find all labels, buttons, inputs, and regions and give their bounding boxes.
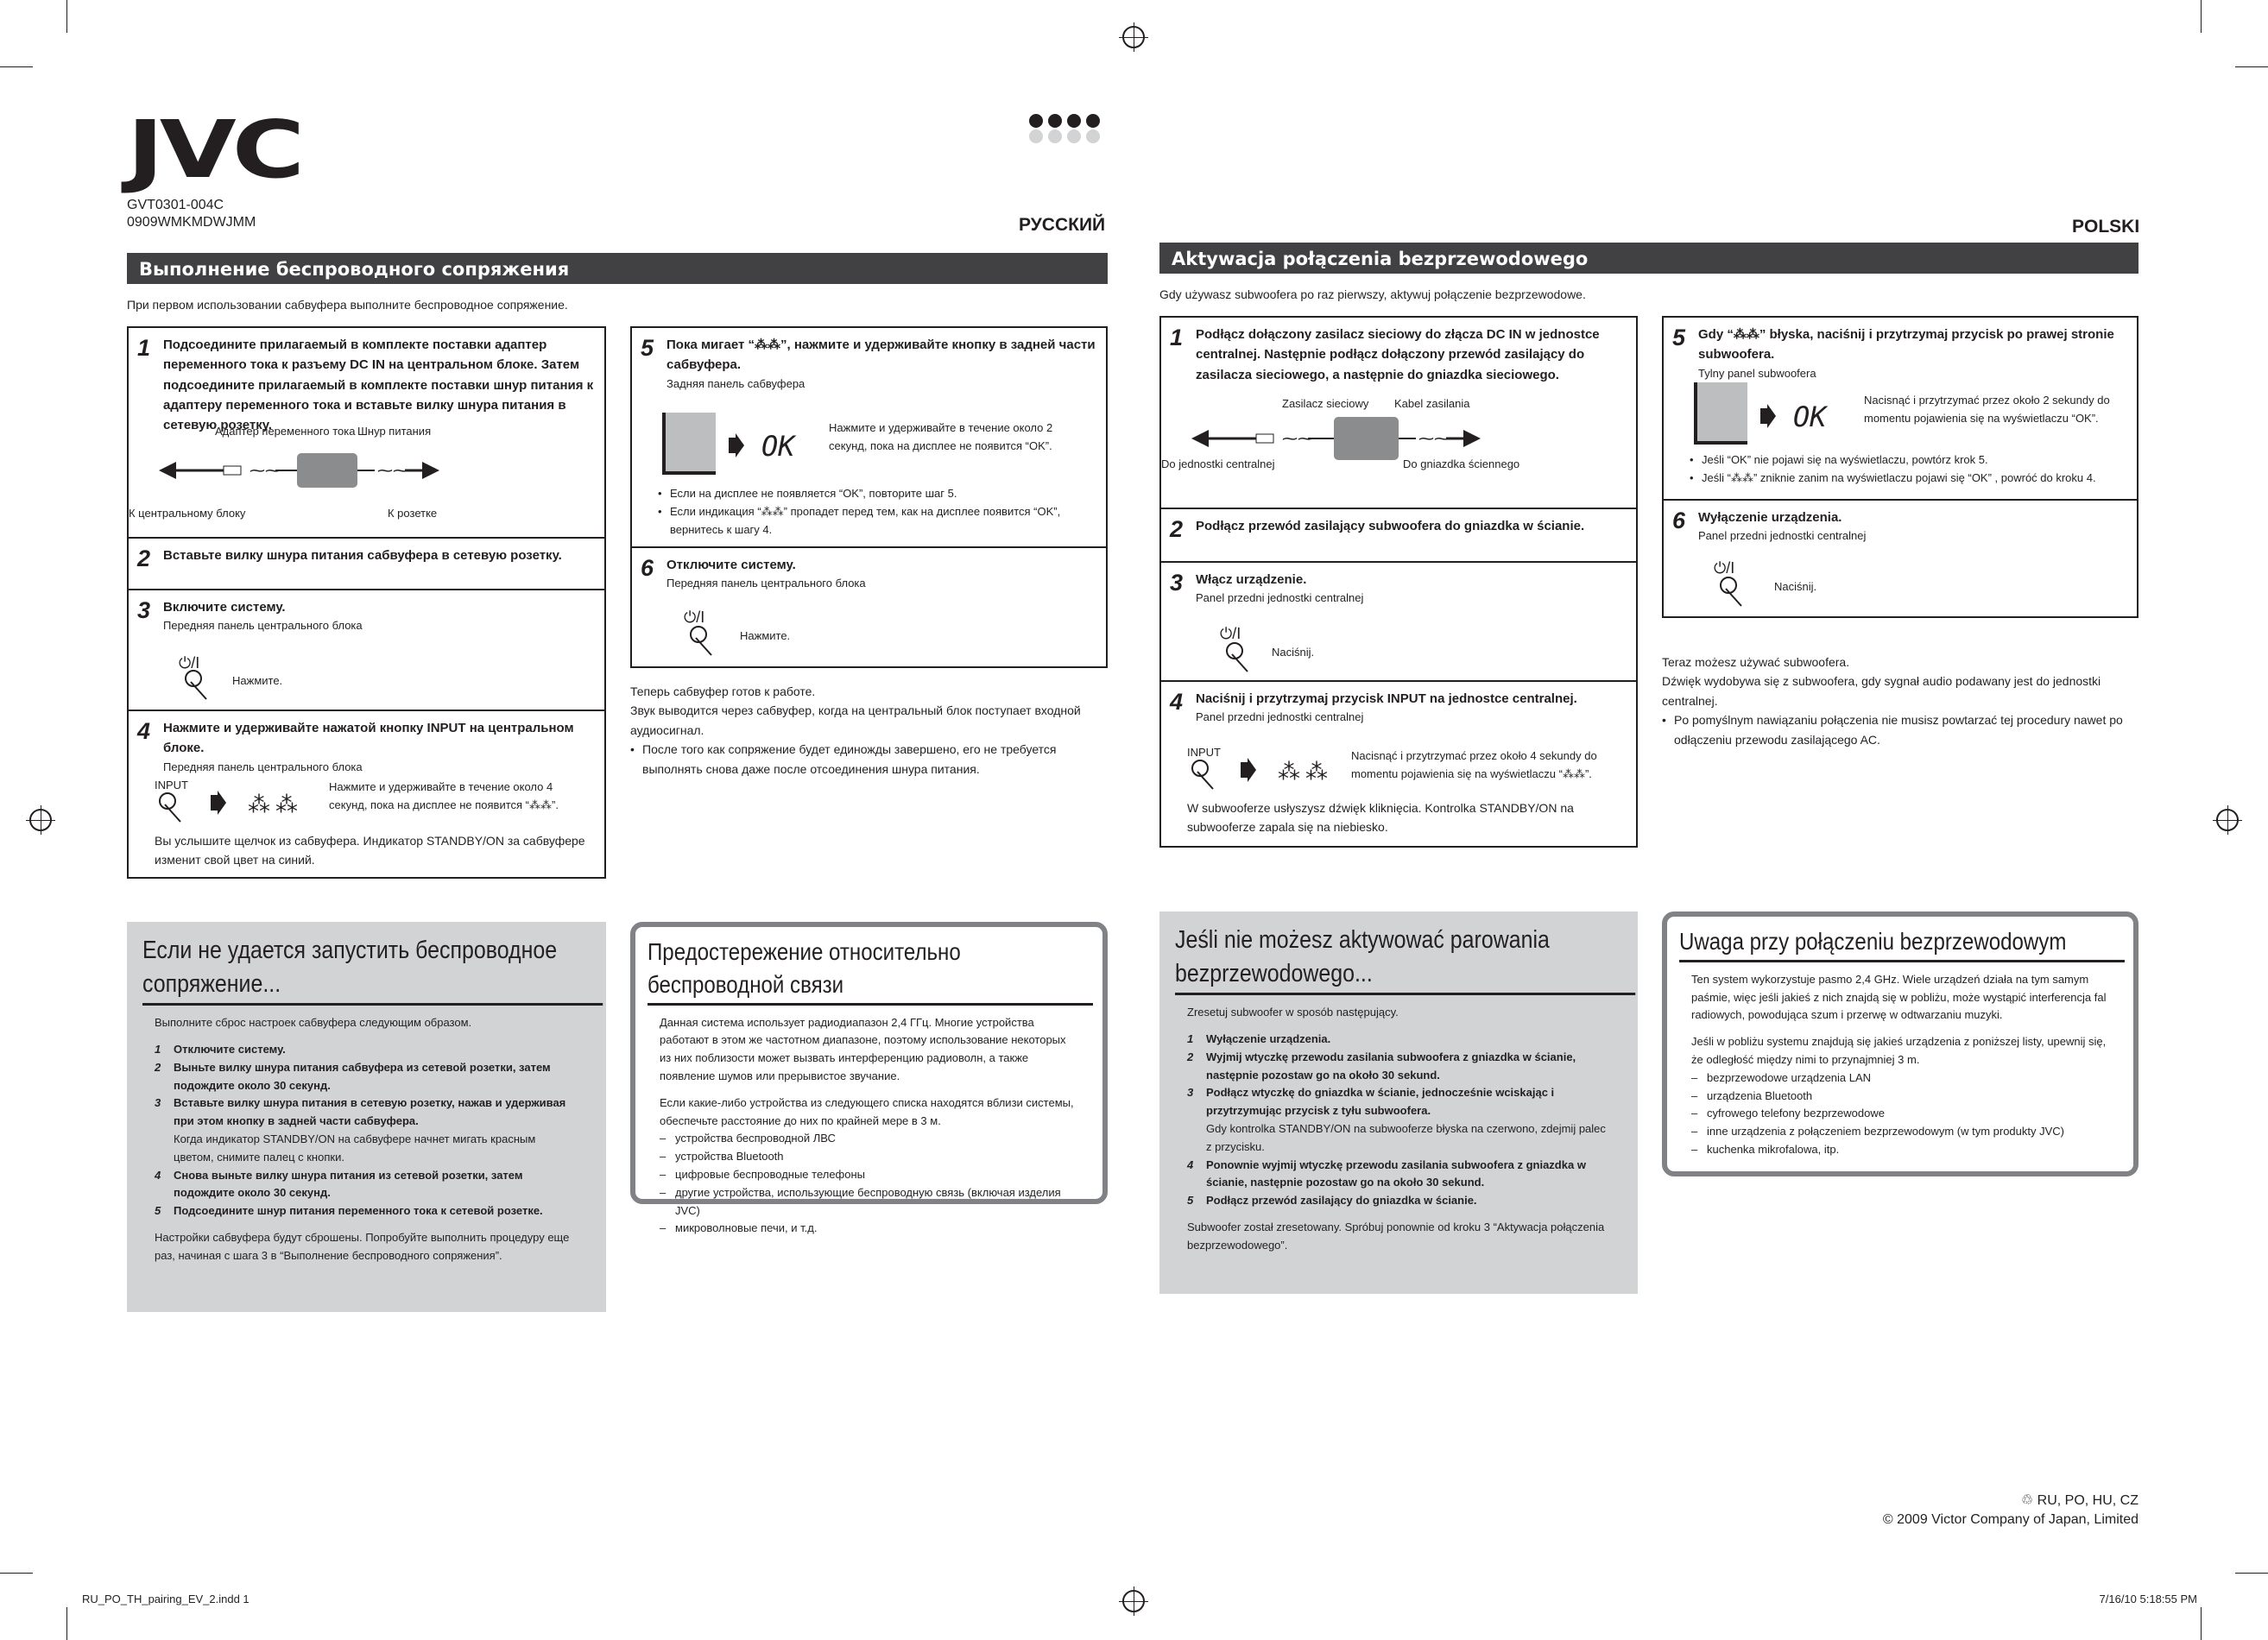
arrow-right-icon — [729, 433, 746, 459]
reset-step: Wyjmij wtyczkę przewodu zasilania subwoofera z gniazdka w ścianie, następnie pozostaw go na około 30 sekund. — [1206, 1050, 1576, 1082]
section-title-ru: Выполнение беспроводного сопряжения — [127, 253, 1108, 284]
device-item: – inne urządzenia z połączeniem bezprzewodowym (w tym produkty JVC) — [1691, 1123, 2109, 1141]
label-cord: Kabel zasilania — [1394, 397, 1470, 410]
hold-note: Nacisnąć i przytrzymać przez około 2 sekundy do momentu pojawienia się na wyświetlaczu “OK”. — [1864, 394, 2110, 425]
note-item: • Если индикация “⁂⁂” пропадет перед тем, как на дисплее появится “OK”, вернитесь к шагу 4. — [658, 503, 1090, 539]
troubleshoot-intro: Выполните сброс настроек сабвуфера следующим образом. — [155, 1016, 472, 1030]
step-4 — [129, 711, 604, 880]
step-number: 4 — [1170, 689, 1184, 715]
intro-pl: Gdy używasz subwoofera po raz pierwszy, aktywuj połączenie bezprzewodowe. — [1159, 287, 1586, 301]
crop-mark — [2235, 66, 2268, 67]
warning-title: Uwaga przy połączeniu bezprzewodowym — [1679, 925, 2125, 962]
step-2 — [129, 539, 604, 590]
press-label: Нажмите. — [740, 629, 791, 642]
step-number: 2 — [1170, 516, 1184, 542]
label-central: К центральному блоку — [129, 507, 246, 520]
panel-label: Передняя панель центрального блока — [163, 619, 363, 633]
panel-label: Panel przedni jednostki centralnej — [1698, 529, 1867, 543]
recycle-icon: ♲ — [2020, 1493, 2037, 1508]
reset-note: Gdy kontrolka STANDBY/ON na subwooferze błyska na czerwono, zdejmij palec z przycisku. — [1206, 1122, 1606, 1153]
adapter-diagram-icon — [155, 445, 448, 496]
device-item: – cyfrowego telefony bezprzewodowe — [1691, 1105, 2109, 1123]
reset-step: Podłącz wtyczkę do gniazdka w ścianie, jednocześnie wciskając i przytrzymując przycisk z tyłu subwoofera. — [1206, 1086, 1555, 1118]
after-line: Teraz możesz używać subwoofera. — [1662, 655, 1850, 669]
crop-mark — [66, 0, 67, 33]
step-text: Gdy “⁂⁂” błyska, naciśnij i przytrzymaj przycisk po prawej stronie subwoofera. — [1698, 327, 2114, 363]
step-5-notes — [1690, 451, 2121, 488]
section-title-pl: Aktywacja połączenia bezprzewodowego — [1159, 243, 2138, 274]
step-number: 5 — [641, 335, 654, 361]
step-5 — [632, 328, 1106, 548]
step-5-notes — [658, 485, 1090, 539]
panel-label: Передняя панель центрального блока — [163, 760, 363, 773]
rear-panel-label: Tylny panel subwoofera — [1698, 366, 1816, 380]
troubleshoot-box-pl — [1159, 911, 1638, 1294]
label-cord: Шнур питания — [357, 425, 432, 438]
svg-text:⁓⁓: ⁓⁓ — [250, 462, 281, 479]
step-number: 2 — [137, 546, 151, 571]
dots-icon — [1027, 110, 1114, 145]
registration-mark — [29, 809, 52, 831]
reset-step: Выньте вилку шнура питания сабвуфера из сетевой розетки, затем подождите около 30 секунд. — [174, 1060, 551, 1092]
steps-box-ru-right — [630, 326, 1108, 668]
press-label: Naciśnij. — [1272, 646, 1315, 659]
rear-panel-label: Задняя панель сабвуфера — [667, 376, 805, 390]
input-label: INPUT — [155, 779, 188, 792]
list-number: 3 — [155, 1096, 161, 1110]
warning-p1: Данная система использует радиодиапазон 2,4 ГГц. Многие устройства работают в этом же частотном диапазоне, поэтому использование некоторых из них поблизости может вызвать интерференцию радиоволн, а также появление шумов или прерывистое звучание. — [660, 1015, 1066, 1082]
steps-box-ru-left — [127, 326, 606, 879]
step-3 — [129, 590, 604, 711]
finger-press-icon — [155, 791, 198, 825]
after-text-pl — [1662, 653, 2141, 749]
step-number: 1 — [137, 335, 151, 361]
note-item: • Jeśli “⁂⁂” zniknie zanim na wyświetlaczu pojawi się “OK” , powróć do kroku 4. — [1690, 470, 2121, 488]
display-blink-icon: ⁂⁂ — [1278, 759, 1333, 785]
troubleshoot-title: Jeśli nie możesz aktywować parowania bezprzewodowego... — [1175, 924, 1635, 995]
steps-box-pl-right — [1662, 316, 2138, 618]
troubleshoot-title: Если не удается запустить беспроводное сопряжение... — [142, 934, 603, 1006]
troubleshoot-intro: Zresetuj subwoofer w sposób następujący. — [1187, 1006, 1399, 1019]
finger-press-icon — [180, 668, 224, 703]
step-text: Podłącz przewód zasilający subwoofera do gniazdka w ścianie. — [1196, 519, 1585, 533]
warning-box-ru — [630, 922, 1108, 1235]
lang-label-pl: POLSKI — [2072, 217, 2140, 237]
finger-press-icon — [1715, 575, 1759, 609]
after-line: Теперь сабвуфер готов к работе. — [630, 684, 816, 698]
subwoofer-panel-icon — [1694, 382, 1747, 445]
power-button-icon: ⏻/I — [1714, 559, 1735, 577]
step-6 — [632, 548, 1106, 670]
label-outlet: К розетке — [388, 507, 438, 520]
arrow-right-icon — [1241, 758, 1258, 784]
step-text: Пока мигает “⁂⁂”, нажмите и удерживайте кнопку в задней части сабвуфера. — [667, 337, 1096, 373]
device-item: – kuchenka mikrofalowa, itp. — [1691, 1141, 2109, 1159]
troubleshoot-body — [142, 1006, 591, 1273]
registration-mark — [2216, 809, 2239, 831]
reset-step: Отключите систему. — [174, 1043, 286, 1057]
list-number: 3 — [1187, 1086, 1194, 1100]
after-bullet: • После того как сопряжение будет единожды завершено, его не требуется выполнять снова даже после отсоединения шнура питания. — [630, 740, 1109, 779]
warning-body — [648, 1006, 1090, 1247]
step-3 — [1161, 563, 1636, 682]
step-text: Wyłączenie urządzenia. — [1698, 510, 1842, 525]
hold-note: Нажмите и удерживайте в течение около 2 секунд, пока на дисплее не появится “OK”. — [829, 421, 1053, 452]
steps-box-pl-left — [1159, 316, 1638, 848]
troubleshoot-end: Subwoofer został zresetowany. Spróbuj ponownie od kroku 3 “Aktywacja połączenia bezprzewodowego”. — [1187, 1221, 1605, 1252]
doc-code: GVT0301-004C — [127, 198, 224, 212]
click-note: Вы услышите щелчок из сабвуфера. Индикатор STANDBY/ON за сабвуфере изменит свой цвет на синий. — [155, 834, 585, 867]
step-5 — [1664, 318, 2137, 501]
label-central: Do jednostki centralnej — [1161, 457, 1275, 470]
subwoofer-panel-icon — [662, 413, 716, 475]
step-text: Отключите систему. — [667, 558, 796, 572]
crop-mark — [2235, 1573, 2268, 1574]
step-6 — [1664, 501, 2137, 620]
step-number: 3 — [137, 597, 151, 623]
list-number: 5 — [155, 1204, 161, 1218]
after-line: Dźwięk wydobywa się z subwoofera, gdy sygnał audio podawany jest do jednostki centralnej. — [1662, 674, 2101, 708]
step-text: Podłącz dołączony zasilacz sieciowy do złącza DC IN w jednostce centralnej. Następnie podłącz dołączony przewód zasilający do zasilacza sieciowego, a następnie do gniazdka sieciowego. — [1196, 327, 1600, 382]
reset-note: Когда индикатор STANDBY/ON на сабвуфере начнет мигать красным цветом, снимите палец с кнопки. — [174, 1132, 536, 1164]
reset-step: Podłącz przewód zasilający do gniazdka w ścianie. — [1206, 1194, 1477, 1208]
step-text: Подсоедините прилагаемый в комплекте поставки адаптер переменного тока к разъему DC IN на центральном блоке. Затем подсоедините прилагаемый в комплекте поставки шнур питания к адаптеру переменного тока и вставьте вилку шнура питания в сетевую розетку. — [163, 337, 594, 432]
crop-mark — [0, 1573, 33, 1574]
crop-mark — [66, 1607, 67, 1640]
step-1 — [1161, 318, 1636, 509]
print-date: 7/16/10 5:18:55 PM — [2099, 1593, 2197, 1605]
panel-label: Panel przedni jednostki centralnej — [1196, 591, 1364, 605]
warning-body — [1679, 962, 2121, 1168]
step-4 — [1161, 682, 1636, 849]
display-ok-icon: OK — [1793, 401, 1827, 433]
arrow-right-icon — [211, 791, 228, 817]
finger-press-icon — [1187, 758, 1230, 792]
device-item: – urządzenia Bluetooth — [1691, 1088, 2109, 1106]
troubleshoot-box-ru — [127, 922, 606, 1312]
after-bullet: • Po pomyślnym nawiązaniu połączenia nie musisz powtarzać tej procedury nawet po odłączeniu przewodu zasilającego AC. — [1662, 710, 2141, 749]
troubleshoot-body — [1175, 995, 1622, 1263]
step-number: 6 — [1672, 508, 1686, 533]
step-1 — [129, 328, 604, 539]
list-number: 4 — [155, 1168, 161, 1182]
step-text: Нажмите и удерживайте нажатой кнопку INPUT на центральном блоке. — [163, 721, 574, 756]
list-number: 1 — [1187, 1032, 1194, 1046]
copyright: © 2009 Victor Company of Japan, Limited — [1882, 1512, 2138, 1527]
label-adapter: Адаптер переменного тока — [215, 425, 356, 438]
hold-note: Nacisnąć i przytrzymać przez około 4 sekundy do momentu pojawienia się na wyświetlaczu “⁂⁂”. — [1351, 749, 1597, 780]
after-line: Звук выводится через сабвуфер, когда на центральный блок поступает входной аудиосигнал. — [630, 703, 1081, 737]
input-label: INPUT — [1187, 746, 1221, 759]
step-text: Включите систему. — [163, 600, 286, 615]
device-item: – bezprzewodowe urządzenia LAN — [1691, 1069, 2109, 1088]
crop-mark — [2201, 1607, 2202, 1640]
svg-text:⁓⁓: ⁓⁓ — [1418, 430, 1450, 447]
hold-note: Нажмите и удерживайте в течение около 4 секунд, пока на дисплее не появится “⁂⁂”. — [329, 780, 559, 811]
svg-text:⁓⁓: ⁓⁓ — [377, 462, 408, 479]
registration-mark — [1122, 26, 1145, 48]
list-number: 2 — [155, 1060, 161, 1074]
panel-label: Передняя панель центрального блока — [667, 577, 866, 590]
display-ok-icon: OK — [761, 430, 795, 463]
file-name: RU_PO_TH_pairing_EV_2.indd 1 — [82, 1593, 250, 1605]
panel-label: Panel przedni jednostki centralnej — [1196, 710, 1364, 724]
crop-mark — [0, 66, 33, 67]
warning-box-pl — [1662, 911, 2138, 1176]
warning-p2: Если какие-либо устройства из следующего списка находятся вблизи системы, обеспечьте расстояние до них по крайней мере в 3 м. — [660, 1095, 1074, 1127]
power-button-icon: ⏻/I — [684, 609, 705, 626]
intro-ru: При первом использовании сабвуфера выполните беспроводное сопряжение. — [127, 298, 568, 312]
label-outlet: Do gniazdka ściennego — [1403, 457, 1520, 470]
warning-title: Предостережение относительно беспроводной связи — [648, 936, 1093, 1006]
registration-mark — [1122, 1590, 1145, 1612]
svg-text:⁓⁓: ⁓⁓ — [1282, 430, 1313, 447]
language-codes-text: RU, PO, HU, CZ — [2037, 1493, 2138, 1508]
list-number: 2 — [1187, 1050, 1194, 1063]
reset-step: Снова выньте вилку шнура питания из сетевой розетки, затем подождите около 30 секунд. — [174, 1168, 523, 1200]
device-item: – устройства беспроводной ЛВС — [660, 1130, 1078, 1148]
click-note: W subwooferze usłyszysz dźwięk kliknięcia. Kontrolka STANDBY/ON na subwooferze zapala się na niebiesko. — [1187, 801, 1574, 834]
arrow-right-icon — [1760, 404, 1778, 430]
step-number: 5 — [1672, 325, 1686, 350]
warning-p2: Jeśli w pobliżu systemu znajdują się jakieś urządzenia z poniższej listy, upewnij się, że odległość między nimi to przynajmniej 3 m. — [1691, 1035, 2107, 1066]
finger-press-icon — [1222, 640, 1265, 675]
after-text-ru — [630, 682, 1109, 779]
list-number: 4 — [1187, 1157, 1194, 1171]
warning-p1: Ten system wykorzystuje pasmo 2,4 GHz. Wiele urządzeń działa na tym samym paśmie, więc jeśli jakieś z nich znajdą się w pobliżu, może wystąpić interferencja fal radiowych, powodująca szum i przerwę w odtwarzaniu muzyki. — [1691, 972, 2107, 1022]
display-blink-icon: ⁂⁂ — [248, 792, 303, 817]
reset-step: Вставьте вилку шнура питания в сетевую розетку, нажав и удерживая при этом кнопку в задней части сабвуфера. — [174, 1096, 566, 1128]
device-item: – микроволновые печи, и т.д. — [660, 1220, 1078, 1238]
troubleshoot-end: Настройки сабвуфера будут сброшены. Попробуйте выполнить процедуру еще раз, начиная с шага 3 в “Выполнение беспроводного сопряжения”. — [155, 1231, 570, 1262]
list-number: 1 — [155, 1043, 161, 1057]
power-button-icon: ⏻/I — [1220, 625, 1241, 642]
device-item: – цифровые беспроводные телефоны — [660, 1166, 1078, 1184]
note-item: • Jeśli “OK” nie pojawi się na wyświetlaczu, powtórz krok 5. — [1690, 451, 2121, 470]
reset-step: Подсоедините шнур питания переменного тока к сетевой розетке. — [174, 1204, 543, 1218]
crop-mark — [2201, 0, 2202, 33]
press-label: Naciśnij. — [1774, 580, 1817, 593]
note-item: • Если на дисплее не появляется “OK”, повторите шаг 5. — [658, 485, 1090, 503]
device-item: – другие устройства, использующие беспроводную связь (включая изделия JVC) — [660, 1184, 1078, 1221]
label-adapter: Zasilacz sieciowy — [1282, 397, 1369, 410]
step-2 — [1161, 509, 1636, 563]
step-text: Włącz urządzenie. — [1196, 572, 1307, 587]
step-number: 6 — [641, 555, 654, 581]
step-number: 4 — [137, 718, 151, 744]
list-number: 5 — [1187, 1194, 1194, 1208]
reset-step: Ponownie wyjmij wtyczkę przewodu zasilania subwoofera z gniazdka w ścianie, następnie pozostaw go na około 30 sekund. — [1206, 1157, 1586, 1189]
power-button-icon: ⏻/I — [179, 654, 200, 672]
doc-code-2: 0909WMKMDWJMM — [127, 215, 256, 230]
step-number: 1 — [1170, 325, 1184, 350]
device-item: – устройства Bluetooth — [660, 1148, 1078, 1166]
reset-step: Wyłączenie urządzenia. — [1206, 1032, 1331, 1046]
step-text: Naciśnij i przytrzymaj przycisk INPUT na jednostce centralnej. — [1196, 691, 1577, 706]
finger-press-icon — [685, 624, 729, 659]
lang-label-ru: РУССКИЙ — [1019, 215, 1106, 235]
jvc-logo: JVC — [127, 104, 301, 196]
press-label: Нажмите. — [232, 674, 283, 687]
step-number: 3 — [1170, 570, 1184, 596]
step-text: Вставьте вилку шнура питания сабвуфера в сетевую розетку. — [163, 548, 562, 563]
